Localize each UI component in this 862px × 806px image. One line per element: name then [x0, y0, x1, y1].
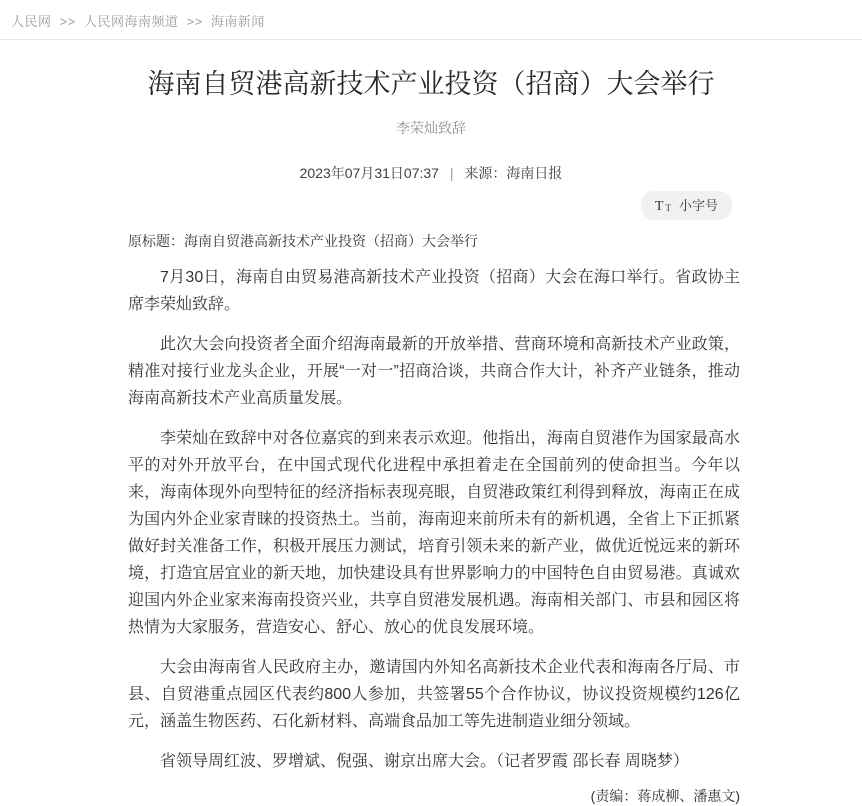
- breadcrumb-link-hainan-channel[interactable]: 人民网海南频道: [83, 14, 179, 29]
- article-meta: [0, 163, 862, 183]
- article-subtitle: 李荣灿致辞: [396, 120, 466, 137]
- breadcrumb-link-hainan-news[interactable]: 海南新闻: [210, 14, 265, 29]
- font-size-button[interactable]: [641, 191, 732, 220]
- breadcrumb-link-people-net[interactable]: 人民网: [11, 14, 52, 29]
- article-header: [0, 67, 862, 183]
- breadcrumb-separator: >>: [59, 14, 76, 29]
- article-paragraph: 李荣灿在致辞中对各位嘉宾的到来表示欢迎。他指出，海南自贸港作为国家最高水平的对外开放平台，在中国式现代化进程中承担着走在全国前列的使命担当。今年以来，海南体现外向型特征的经济指标表现亮眼，自贸港政策红利得到释放，海南正在成为国内外企业家青睐的投资热土。当前，海南迎来前所未有的新机遇，全省上下正抓紧做好封关准备工作，积极开展压力测试，培育引领未来的新产业，做优近悦远来的新环境，打造宜居宜业的新天地，加快建设具有世界影响力的中国特色自由贸易港。真诚欢迎国内外企业家来海南投资兴业，共享自贸港发展机遇。海南相关部门、市县和园区将热情为大家服务，营造安心、舒心、放心的优良发展环境。: [128, 430, 740, 637]
- article-toolbar: [0, 191, 862, 217]
- article-paragraph: 大会由海南省人民政府主办，邀请国内外知名高新技术企业代表和海南各厅局、市县、自贸港重点园区代表约800人参加，共签署55个合作协议，协议投资规模约126亿元，涵盖生物医药、石化新材料、高端食品加工等先进制造业细分领域。: [128, 659, 740, 731]
- editors-credit: (责编：蒋成柳、潘惠文): [590, 788, 740, 805]
- breadcrumb: [0, 0, 862, 39]
- original-title: 原标题：海南自贸港高新技术产业投资（招商）大会举行: [128, 233, 478, 250]
- header-divider: [0, 39, 862, 40]
- article-paragraph: 7月30日，海南自由贸易港高新技术产业投资（招商）大会在海口举行。省政协主席李荣灿致辞。: [128, 269, 740, 314]
- article-source[interactable]: 来源：海南日报: [464, 165, 563, 182]
- article-paragraph: 此次大会向投资者全面介绍海南最新的开放举措、营商环境和高新技术产业政策，精准对接行业龙头企业，开展“一对一”招商洽谈，共商合作大计，补齐产业链条，推动海南高新技术产业高质量发展。: [128, 336, 740, 408]
- font-size-button-label: 小字号: [678, 198, 718, 214]
- font-size-icon-small: T: [665, 203, 671, 214]
- meta-separator: |: [449, 165, 454, 182]
- article-body: [128, 231, 740, 806]
- page-title: 海南自贸港高新技术产业投资（招商）大会举行: [147, 69, 715, 99]
- publish-time: 2023年07月31日07:37: [299, 165, 439, 182]
- article-paragraph: 省领导周红波、罗增斌、倪强、谢京出席大会。（记者罗霞 邵长春 周晓梦）: [160, 753, 689, 771]
- breadcrumb-separator: >>: [186, 14, 203, 29]
- font-size-icon: T: [654, 199, 664, 215]
